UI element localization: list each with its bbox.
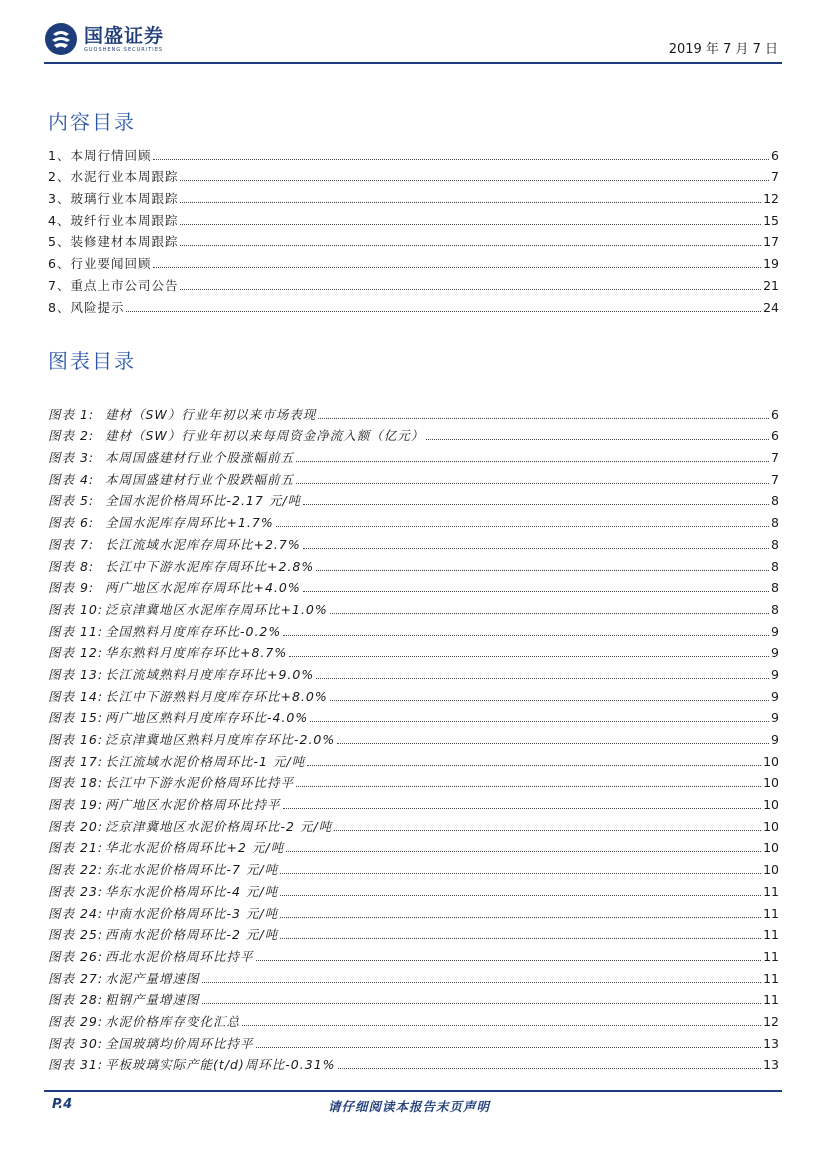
figure-caption: 华东水泥价格周环比-4 元/吨 xyxy=(105,883,279,899)
figure-caption: 全国水泥价格周环比-2.17 元/吨 xyxy=(105,493,302,509)
disclaimer-note: 请仔细阅读本报告末页声明 xyxy=(328,1099,491,1114)
page-footer xyxy=(44,1090,782,1122)
figure-caption: 长江中下游水泥价格周环比持平 xyxy=(105,775,295,791)
toc-entry[interactable] xyxy=(48,163,779,185)
figure-toc-entry[interactable] xyxy=(48,1051,779,1073)
figure-toc-entry[interactable] xyxy=(48,530,779,552)
figure-number: 图表 25: xyxy=(48,927,104,943)
toc-entry-page: 19 xyxy=(763,256,779,272)
figure-number: 图表 5: xyxy=(48,493,95,509)
figure-toc-entry-page: 8 xyxy=(771,558,779,574)
toc-leader-dots xyxy=(307,765,761,766)
figure-toc-entry-label xyxy=(48,1014,240,1029)
figure-toc-entry[interactable] xyxy=(48,769,779,791)
figure-toc-entry[interactable] xyxy=(48,986,779,1008)
figure-toc-entry-label xyxy=(48,754,305,769)
content-toc-title: 内容目录 xyxy=(48,110,136,134)
figure-toc-entry-page: 7 xyxy=(771,450,779,466)
figure-toc-entry-page: 13 xyxy=(763,1035,779,1051)
figure-toc-entry-label xyxy=(48,645,287,660)
figure-toc-entry-page: 10 xyxy=(763,753,779,769)
toc-leader-dots xyxy=(256,1047,762,1048)
figure-caption: 华东熟料月度库存环比+8.7% xyxy=(105,645,288,661)
toc-leader-dots xyxy=(202,982,762,983)
figure-number: 图表 31: xyxy=(48,1057,104,1073)
figure-toc-entry-page: 10 xyxy=(763,818,779,834)
figure-caption: 长江流域水泥价格周环比-1 元/吨 xyxy=(105,753,306,769)
figure-toc-entry-page: 11 xyxy=(763,948,779,964)
toc-leader-dots xyxy=(280,917,761,918)
figure-toc-entry[interactable] xyxy=(48,574,779,596)
figure-toc-entry-page: 11 xyxy=(763,970,779,986)
toc-leader-dots xyxy=(303,504,769,505)
figure-toc-entry[interactable] xyxy=(48,834,779,856)
figure-toc-title: 图表目录 xyxy=(48,349,136,373)
figure-toc-entry-page: 6 xyxy=(771,406,779,422)
toc-entry-page: 15 xyxy=(763,212,779,228)
figure-number: 图表 16: xyxy=(48,732,104,747)
figure-toc-entry-page: 8 xyxy=(771,515,779,531)
figure-caption: 两广地区熟料月度库存环比-4.0% xyxy=(105,710,309,726)
figure-toc-entry-page: 10 xyxy=(763,862,779,878)
figure-number: 图表 6: xyxy=(48,515,95,531)
figure-number: 图表 11: xyxy=(48,623,104,639)
figure-caption: 长江流域熟料月度库存环比+9.0% xyxy=(105,666,315,682)
toc-entry-label: 6、行业要闻回顾 xyxy=(48,256,152,272)
figure-toc-entry[interactable] xyxy=(48,704,779,726)
toc-leader-dots xyxy=(296,483,769,484)
figure-caption: 本周国盛建材行业个股跌幅前五 xyxy=(105,471,295,487)
toc-leader-dots xyxy=(330,613,769,614)
figure-toc-entry-page: 9 xyxy=(771,688,779,704)
figure-caption: 长江中下游水泥库存周环比+2.8% xyxy=(105,558,315,574)
toc-leader-dots xyxy=(296,461,769,462)
toc-entry-page: 6 xyxy=(771,147,779,163)
toc-leader-dots xyxy=(276,526,769,527)
toc-leader-dots xyxy=(334,830,761,831)
figure-toc-entry-page: 8 xyxy=(771,536,779,552)
figure-toc-entry-label xyxy=(48,559,314,574)
figure-toc-entry[interactable] xyxy=(48,487,779,509)
toc-leader-dots xyxy=(256,960,762,961)
toc-entry-label: 4、玻纤行业本周跟踪 xyxy=(48,212,179,228)
figure-number: 图表 13: xyxy=(48,666,104,682)
figure-toc-entry-page: 9 xyxy=(771,623,779,639)
figure-toc-entry-label xyxy=(48,992,200,1007)
figure-toc-entry[interactable] xyxy=(48,790,779,812)
figure-toc-entry[interactable] xyxy=(48,877,779,899)
figure-caption: 水泥产量增速图 xyxy=(105,970,200,986)
figure-toc-entry-page: 11 xyxy=(763,992,779,1008)
figure-toc-entry-label xyxy=(48,949,254,964)
toc-leader-dots xyxy=(286,851,761,852)
toc-leader-dots xyxy=(242,1025,761,1026)
figure-caption: 全国水泥库存周环比+1.7% xyxy=(105,515,274,531)
toc-entry-label: 3、玻璃行业本周跟踪 xyxy=(48,191,179,207)
guosheng-logo-icon xyxy=(44,22,78,56)
logo-english-name: GUOSHENG SECURITIES xyxy=(84,46,164,53)
figure-toc-entry-label xyxy=(48,1036,254,1051)
figure-toc-entry-page: 11 xyxy=(763,883,779,899)
toc-entry[interactable] xyxy=(48,249,779,271)
figure-toc-entry[interactable] xyxy=(48,725,779,747)
toc-leader-dots xyxy=(180,224,761,225)
figure-caption: 泛京津冀地区水泥价格周环比-2 元/吨 xyxy=(105,818,333,834)
figure-caption: 全国玻璃均价周环比持平 xyxy=(105,1035,254,1051)
toc-leader-dots xyxy=(202,1003,762,1004)
figure-number: 图表 29: xyxy=(48,1013,104,1029)
report-date: 2019 年 7 月 7 日 xyxy=(668,42,778,57)
figure-number: 图表 30: xyxy=(48,1035,104,1051)
toc-leader-dots xyxy=(289,656,769,657)
toc-entry[interactable] xyxy=(48,228,779,250)
figure-toc-entry[interactable] xyxy=(48,443,779,465)
figure-toc-entry[interactable] xyxy=(48,1007,779,1029)
figure-toc-entry-label xyxy=(48,927,278,942)
logo-chinese-name: 国盛证券 xyxy=(84,24,165,47)
figure-toc-entry[interactable] xyxy=(48,747,779,769)
figure-toc-entry[interactable] xyxy=(48,639,779,661)
figure-toc-entry-label xyxy=(48,797,281,812)
figure-toc-entry-label xyxy=(48,1057,336,1072)
toc-leader-dots xyxy=(180,180,769,181)
toc-leader-dots xyxy=(283,635,769,636)
figure-number: 图表 19: xyxy=(48,797,104,813)
toc-leader-dots xyxy=(310,721,769,722)
figure-toc-entry-page: 11 xyxy=(763,927,779,943)
toc-entry-page: 7 xyxy=(771,169,779,185)
figure-toc-entry[interactable] xyxy=(48,552,779,574)
figure-number: 图表 20: xyxy=(48,818,104,834)
figure-toc-entry-page: 8 xyxy=(771,493,779,509)
figure-toc-entry-label xyxy=(48,906,278,921)
company-logo xyxy=(44,22,164,56)
toc-leader-dots xyxy=(330,700,769,701)
figure-toc-entry-page: 11 xyxy=(763,905,779,921)
toc-entry-page: 17 xyxy=(763,234,779,250)
figure-toc-entry[interactable] xyxy=(48,964,779,986)
figure-number: 图表 22: xyxy=(48,862,104,878)
figure-toc-entry-label xyxy=(48,689,328,704)
figure-number: 图表 28: xyxy=(48,992,104,1008)
figure-toc-entry-label xyxy=(48,428,424,443)
toc-leader-dots xyxy=(316,570,769,571)
figure-number: 图表 1: xyxy=(48,406,95,422)
figure-toc-entry[interactable] xyxy=(48,422,779,444)
toc-entry[interactable] xyxy=(48,184,779,206)
figure-toc-entry[interactable] xyxy=(48,465,779,487)
figure-toc-entry-label xyxy=(48,537,301,552)
figure-toc-entry-page: 9 xyxy=(771,710,779,726)
figure-number: 图表 2: xyxy=(48,428,95,444)
toc-leader-dots xyxy=(280,895,761,896)
toc-leader-dots xyxy=(180,289,761,290)
figure-caption: 全国熟料月度库存环比-0.2% xyxy=(105,623,282,639)
figure-toc-entry-page: 9 xyxy=(771,645,779,661)
figure-toc-entry[interactable] xyxy=(48,400,779,422)
figure-toc-entry[interactable] xyxy=(48,942,779,964)
toc-leader-dots xyxy=(303,548,769,549)
figure-toc-entry-page: 9 xyxy=(771,666,779,682)
figure-number: 图表 26: xyxy=(48,948,104,964)
figure-number: 图表 24: xyxy=(48,905,104,921)
toc-entry[interactable] xyxy=(48,206,779,228)
figure-toc-entry-label xyxy=(48,493,301,508)
figure-toc-entry-label xyxy=(48,472,294,487)
toc-leader-dots xyxy=(180,245,761,246)
figure-toc-entry[interactable] xyxy=(48,812,779,834)
figure-toc-entry[interactable] xyxy=(48,660,779,682)
figure-toc-entry-page: 6 xyxy=(771,428,779,444)
toc-entry[interactable] xyxy=(48,141,779,163)
toc-leader-dots xyxy=(316,678,769,679)
figure-toc-entry-page: 10 xyxy=(763,797,779,813)
toc-leader-dots xyxy=(126,311,761,312)
toc-leader-dots xyxy=(318,418,769,419)
figure-caption: 建材（SW）行业年初以来每周资金净流入额（亿元） xyxy=(105,428,425,444)
figure-number: 图表 12: xyxy=(48,645,104,661)
figure-toc-entry-page: 7 xyxy=(771,471,779,487)
figure-toc-entry[interactable] xyxy=(48,617,779,639)
figure-toc-entry-page: 9 xyxy=(771,732,779,747)
figure-toc-list xyxy=(48,400,779,1072)
figure-toc-entry-label xyxy=(48,971,200,986)
toc-entry-label: 2、水泥行业本周跟踪 xyxy=(48,169,179,185)
figure-number: 图表 15: xyxy=(48,710,104,726)
figure-number: 图表 17: xyxy=(48,753,104,769)
figure-toc-entry[interactable] xyxy=(48,508,779,530)
toc-leader-dots xyxy=(426,439,769,440)
figure-caption: 建材（SW）行业年初以来市场表现 xyxy=(105,406,317,422)
figure-caption: 平板玻璃实际产能(t/d)周环比-0.31% xyxy=(105,1057,336,1073)
toc-leader-dots xyxy=(153,159,769,160)
figure-toc-entry-label xyxy=(48,775,294,790)
figure-caption: 中南水泥价格周环比-3 元/吨 xyxy=(105,905,279,921)
figure-caption: 泛京津冀地区水泥库存周环比+1.0% xyxy=(105,601,328,617)
figure-toc-entry-page: 8 xyxy=(771,580,779,596)
toc-leader-dots xyxy=(296,786,761,787)
figure-caption: 西南水泥价格周环比-2 元/吨 xyxy=(105,927,279,943)
figure-caption: 长江流域水泥库存周环比+2.7% xyxy=(105,536,301,552)
figure-number: 图表 7: xyxy=(48,536,95,552)
figure-toc-entry[interactable] xyxy=(48,855,779,877)
figure-toc-entry-label xyxy=(48,580,301,595)
figure-toc-entry-label xyxy=(48,710,308,725)
figure-toc-entry-label xyxy=(48,667,314,682)
toc-leader-dots xyxy=(280,873,761,874)
figure-toc-entry-label xyxy=(48,840,284,855)
toc-entry-label: 7、重点上市公司公告 xyxy=(48,277,179,293)
toc-entry-page: 12 xyxy=(763,191,779,207)
toc-leader-dots xyxy=(280,938,761,939)
page-number: P.4 xyxy=(52,1097,73,1112)
figure-number: 图表 10: xyxy=(48,601,104,617)
figure-toc-entry[interactable] xyxy=(48,682,779,704)
figure-number: 图表 23: xyxy=(48,883,104,899)
figure-toc-entry-page: 8 xyxy=(771,601,779,617)
toc-leader-dots xyxy=(337,743,769,744)
figure-toc-entry-label xyxy=(48,450,294,465)
figure-toc-entry[interactable] xyxy=(48,921,779,943)
toc-entry[interactable] xyxy=(48,271,779,293)
figure-toc-entry-label xyxy=(48,407,316,422)
page-header xyxy=(44,22,782,64)
toc-leader-dots xyxy=(303,591,769,592)
figure-toc-entry[interactable] xyxy=(48,1029,779,1051)
figure-caption: 本周国盛建材行业个股涨幅前五 xyxy=(105,450,295,466)
figure-toc-entry-page: 10 xyxy=(763,840,779,856)
figure-caption: 长江中下游熟料月度库存环比+8.0% xyxy=(105,688,328,704)
figure-number: 图表 3: xyxy=(48,450,95,466)
figure-toc-entry-label xyxy=(48,602,328,617)
figure-caption: 两广地区水泥价格周环比持平 xyxy=(105,797,281,813)
figure-toc-entry-label xyxy=(48,862,278,877)
figure-toc-entry-page: 10 xyxy=(763,775,779,791)
figure-caption: 东北水泥价格周环比-7 元/吨 xyxy=(105,862,279,878)
figure-number: 图表 4: xyxy=(48,471,95,487)
figure-number: 图表 27: xyxy=(48,970,104,986)
figure-number: 图表 14: xyxy=(48,688,104,704)
toc-entry-label: 8、风险提示 xyxy=(48,299,125,315)
toc-entry[interactable] xyxy=(48,293,779,315)
toc-leader-dots xyxy=(153,267,761,268)
figure-toc-entry-label xyxy=(48,624,281,639)
figure-toc-entry-label xyxy=(48,884,278,899)
figure-number: 图表 21: xyxy=(48,840,104,856)
toc-entry-page: 24 xyxy=(763,299,779,315)
content-toc-list xyxy=(48,141,779,315)
figure-caption: 华北水泥价格周环比+2 元/吨 xyxy=(105,840,285,856)
figure-caption: 泛京津冀地区熟料月度库存环比-2.0% xyxy=(105,732,336,747)
figure-toc-entry-page: 12 xyxy=(763,1013,779,1029)
figure-number: 图表 18: xyxy=(48,775,104,791)
toc-leader-dots xyxy=(283,808,762,809)
toc-entry-page: 21 xyxy=(763,277,779,293)
figure-toc-entry-page: 13 xyxy=(763,1057,779,1073)
figure-number: 图表 8: xyxy=(48,558,95,574)
figure-toc-entry-label xyxy=(48,515,274,530)
toc-leader-dots xyxy=(338,1068,762,1069)
toc-leader-dots xyxy=(180,202,761,203)
toc-entry-label: 5、装修建材本周跟踪 xyxy=(48,234,179,250)
figure-toc-entry[interactable] xyxy=(48,899,779,921)
figure-number: 图表 9: xyxy=(48,580,95,596)
figure-caption: 西北水泥价格周环比持平 xyxy=(105,948,254,964)
figure-toc-entry-label xyxy=(48,819,332,834)
toc-entry-label: 1、本周行情回顾 xyxy=(48,147,152,163)
figure-caption: 水泥价格库存变化汇总 xyxy=(105,1013,241,1029)
figure-caption: 两广地区水泥库存周环比+4.0% xyxy=(105,580,301,596)
figure-caption: 粗钢产量增速图 xyxy=(105,992,200,1008)
figure-toc-entry[interactable] xyxy=(48,595,779,617)
figure-toc-entry-label xyxy=(48,732,335,747)
